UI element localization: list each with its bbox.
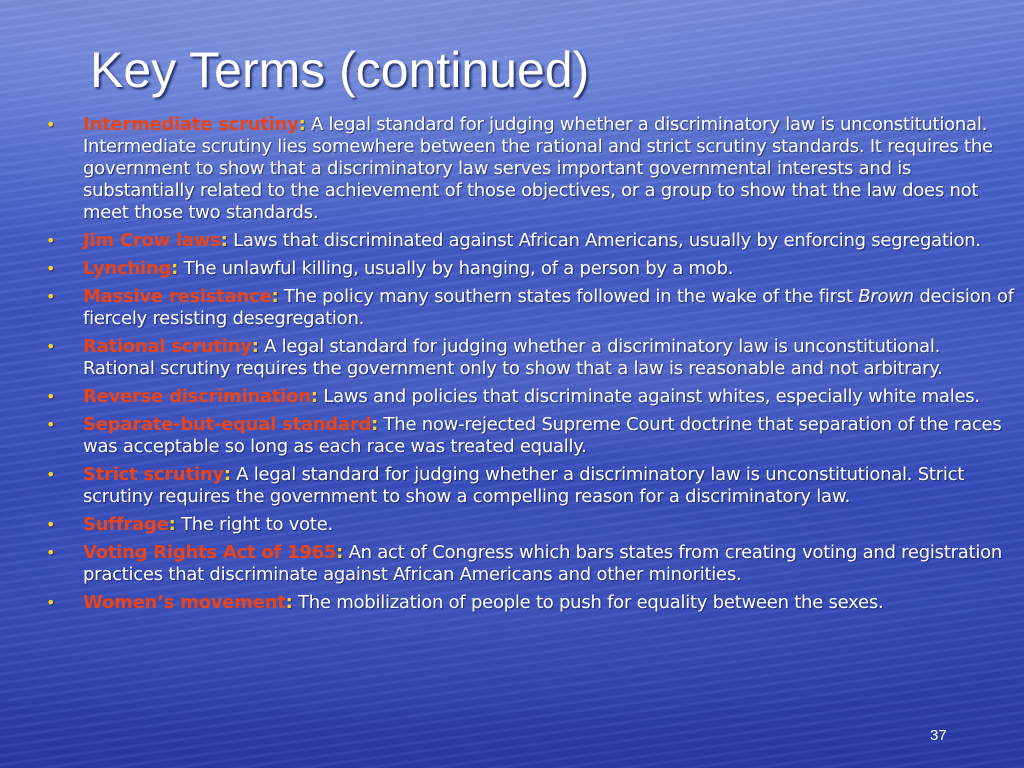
term-definition: The right to vote. <box>175 514 334 535</box>
term-colon: : <box>310 386 318 407</box>
bullet-dot-icon: • <box>46 287 56 306</box>
term-definition: Laws and policies that discriminate against whites, especially white males. <box>317 386 980 407</box>
term-definition: An act of Congress which bars states from creating voting and registration practices that discriminate against African Americans and other minorities. <box>83 542 1003 585</box>
term-label: Reverse discrimination <box>83 386 311 407</box>
term-colon: : <box>223 464 231 485</box>
term-colon: : <box>298 114 306 135</box>
term-definition-italic: Brown <box>858 286 914 307</box>
key-terms-list <box>0 114 1024 620</box>
term-label: Voting Rights Act of 1965 <box>83 542 337 563</box>
list-item-jim-crow-laws <box>0 230 1024 252</box>
bullet-dot-icon: • <box>46 337 56 356</box>
term-colon: : <box>168 514 176 535</box>
term-colon: : <box>251 336 259 357</box>
list-item-massive-resistance <box>0 286 1024 330</box>
term-definition: A legal standard for judging whether a discriminatory law is unconstitutional. Rational scrutiny requires the government only to show that a law is reasonable and not arbitrary. <box>83 336 943 379</box>
bullet-dot-icon: • <box>46 259 56 278</box>
term-colon: : <box>171 258 179 279</box>
term-colon: : <box>285 592 293 613</box>
bullet-dot-icon: • <box>46 543 56 562</box>
term-label: Lynching <box>83 258 172 279</box>
term-label: Women’s movement <box>83 592 286 613</box>
term-definition: Laws that discriminated against African Americans, usually by enforcing segregation. <box>227 230 981 251</box>
list-item-voting-rights-act <box>0 542 1024 586</box>
slide-title: Key Terms (continued) <box>90 42 590 98</box>
term-definition: The unlawful killing, usually by hanging, of a person by a mob. <box>178 258 734 279</box>
term-label: Strict scrutiny <box>83 464 224 485</box>
bullet-dot-icon: • <box>46 593 56 612</box>
term-label: Rational scrutiny <box>83 336 252 357</box>
term-definition: A legal standard for judging whether a discriminatory law is unconstitutional. Strict scrutiny requires the government to show a compelling reason for a discriminatory law. <box>83 464 965 507</box>
bullet-dot-icon: • <box>46 231 56 250</box>
bullet-dot-icon: • <box>46 115 56 134</box>
list-item-strict-scrutiny <box>0 464 1024 508</box>
term-label: Suffrage <box>83 514 169 535</box>
term-label: Separate-but-equal standard <box>83 414 372 435</box>
bullet-dot-icon: • <box>46 465 56 484</box>
term-definition: The now-rejected Supreme Court doctrine that separation of the races was acceptable so long as each race was treated equally. <box>83 414 1002 457</box>
bullet-dot-icon: • <box>46 415 56 434</box>
list-item-womens-movement <box>0 592 1024 614</box>
term-colon: : <box>336 542 344 563</box>
list-item-separate-but-equal <box>0 414 1024 458</box>
term-definition-end: decision of fiercely resisting desegregation. <box>83 286 1014 329</box>
page-number: 37 <box>930 727 947 744</box>
list-item-rational-scrutiny <box>0 336 1024 380</box>
bullet-dot-icon: • <box>46 515 56 534</box>
term-label: Massive resistance <box>83 286 272 307</box>
term-label: Jim Crow laws <box>83 230 221 251</box>
term-colon: : <box>371 414 379 435</box>
list-item-lynching <box>0 258 1024 280</box>
term-colon: : <box>271 286 279 307</box>
list-item-reverse-discrimination <box>0 386 1024 408</box>
list-item-intermediate-scrutiny <box>0 114 1024 224</box>
list-item-suffrage <box>0 514 1024 536</box>
term-label: Intermediate scrutiny <box>83 114 299 135</box>
term-colon: : <box>220 230 228 251</box>
term-definition: The policy many southern states followed in the wake of the first <box>278 286 859 307</box>
term-definition: A legal standard for judging whether a discriminatory law is unconstitutional. Intermediate scrutiny lies somewhere between the rational and strict scrutiny standards. It requires the government to show that a discriminatory law serves important governmental interests and is substantially related to the achievement of those objectives, or a group to show that the law does not meet those two standards. <box>83 114 993 223</box>
term-definition: The mobilization of people to push for equality between the sexes. <box>292 592 884 613</box>
bullet-dot-icon: • <box>46 387 56 406</box>
